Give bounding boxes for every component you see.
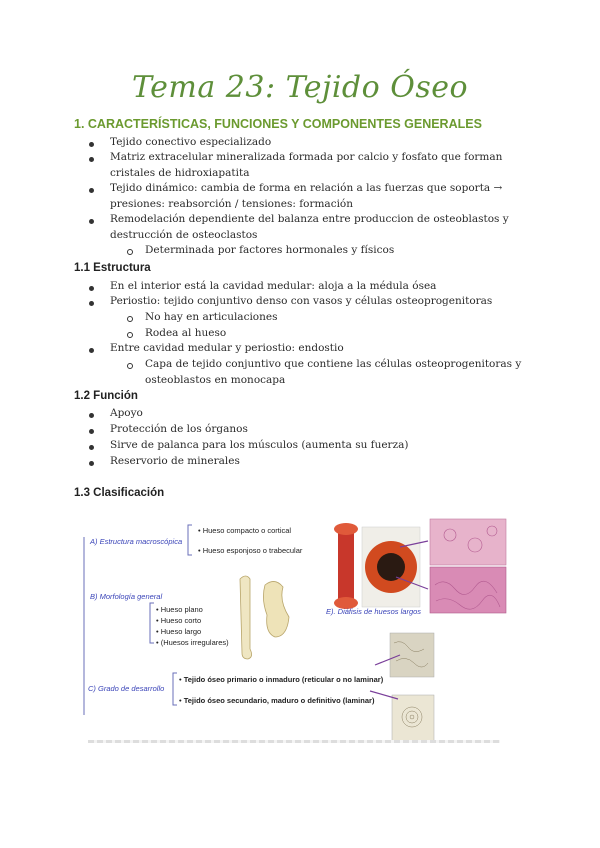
sub-bullet-text: No hay en articulaciones bbox=[145, 311, 278, 323]
bracket-a bbox=[188, 525, 192, 555]
bullet-icon bbox=[89, 429, 94, 434]
bullet-text: Periostio: tejido conjuntivo denso con vasos y células osteoprogenitoras bbox=[110, 295, 493, 307]
bullet-text: Apoyo bbox=[110, 407, 143, 419]
bullet-icon bbox=[89, 219, 94, 224]
bullet-text: Reservorio de minerales bbox=[110, 455, 240, 467]
secondary-bone-histology bbox=[392, 695, 434, 741]
bullet-icon bbox=[89, 413, 94, 418]
bracket-c bbox=[173, 673, 177, 705]
sub-bullet-icon bbox=[127, 363, 133, 369]
bullet-icon bbox=[89, 157, 94, 162]
classification-figure bbox=[80, 515, 510, 745]
bullet-text: Entre cavidad medular y periostio: endostio bbox=[110, 342, 344, 354]
bullet-text: Tejido conectivo especializado bbox=[110, 136, 272, 148]
sub-bullet-text: Determinada por factores hormonales y físicos bbox=[145, 244, 395, 256]
bullet-icon bbox=[89, 188, 94, 193]
figure-caption-line bbox=[88, 740, 500, 743]
section-1-3-heading: 1.3 Clasificación bbox=[74, 487, 165, 499]
label-a: A) Estructura macroscópica bbox=[90, 537, 183, 546]
page-title: Tema 23: Tejido Óseo bbox=[131, 70, 469, 105]
sub-bullet-icon bbox=[127, 249, 133, 255]
spongy-bone-histology bbox=[430, 567, 506, 613]
bullet-text: Remodelación dependiente del balanza entre produccion de osteoblastos y destrucción de osteoclastos bbox=[110, 213, 509, 241]
section-1-1-heading: 1.1 Estructura bbox=[74, 262, 151, 274]
item-a-2: • Hueso esponjoso o trabecular bbox=[198, 546, 303, 555]
bullet-text: En el interior está la cavidad medular: aloja a la médula ósea bbox=[110, 280, 437, 292]
bracket-b bbox=[150, 603, 154, 643]
label-b: B) Morfología general bbox=[90, 592, 163, 601]
item-c-1: • Tejido óseo primario o inmaduro (reticular o no laminar) bbox=[179, 675, 384, 684]
bullet-text: Tejido dinámico: cambia de forma en relación a las fuerzas que soporta → presiones: reabsorción / tensiones: formación bbox=[110, 182, 503, 210]
label-c: C) Grado de desarrollo bbox=[88, 684, 165, 693]
item-b-4: • (Huesos irregulares) bbox=[156, 638, 229, 647]
sub-bullet-text: Rodea al hueso bbox=[145, 327, 227, 339]
flat-bone-icon bbox=[263, 581, 289, 637]
primary-bone-histology bbox=[390, 633, 434, 677]
diaphysis-bone-icon bbox=[338, 527, 354, 605]
bullet-icon bbox=[89, 286, 94, 291]
label-e: E). Diáfisis de huesos largos bbox=[326, 607, 422, 616]
item-b-1: • Hueso plano bbox=[156, 605, 203, 614]
item-a-1: • Hueso compacto o cortical bbox=[198, 526, 292, 535]
bullet-icon bbox=[89, 348, 94, 353]
compact-bone-histology bbox=[430, 519, 506, 565]
item-c-2: • Tejido óseo secundario, maduro o definitivo (laminar) bbox=[179, 696, 375, 705]
bullet-icon bbox=[89, 142, 94, 147]
long-bone-icon bbox=[240, 576, 252, 659]
sub-bullet-icon bbox=[127, 332, 133, 338]
section-1-heading: 1. CARACTERÍSTICAS, FUNCIONES Y COMPONENTES GENERALES bbox=[74, 117, 482, 131]
bullet-text: Sirve de palanca para los músculos (aumenta su fuerza) bbox=[110, 439, 409, 451]
sub-bullet-icon bbox=[127, 316, 133, 322]
section-1-2-heading: 1.2 Función bbox=[74, 390, 138, 402]
bullet-icon bbox=[89, 445, 94, 450]
item-b-3: • Hueso largo bbox=[156, 627, 202, 636]
bullet-icon bbox=[89, 301, 94, 306]
bullet-text: Matriz extracelular mineralizada formada por calcio y fosfato que forman cristales de hidroxiapatita bbox=[110, 151, 503, 179]
item-b-2: • Hueso corto bbox=[156, 616, 202, 625]
bullet-text: Protección de los órganos bbox=[110, 423, 248, 435]
sub-bullet-text: Capa de tejido conjuntivo que contiene las células osteoprogenitoras y osteoblastos en monocapa bbox=[145, 358, 522, 386]
bullet-icon bbox=[89, 461, 94, 466]
